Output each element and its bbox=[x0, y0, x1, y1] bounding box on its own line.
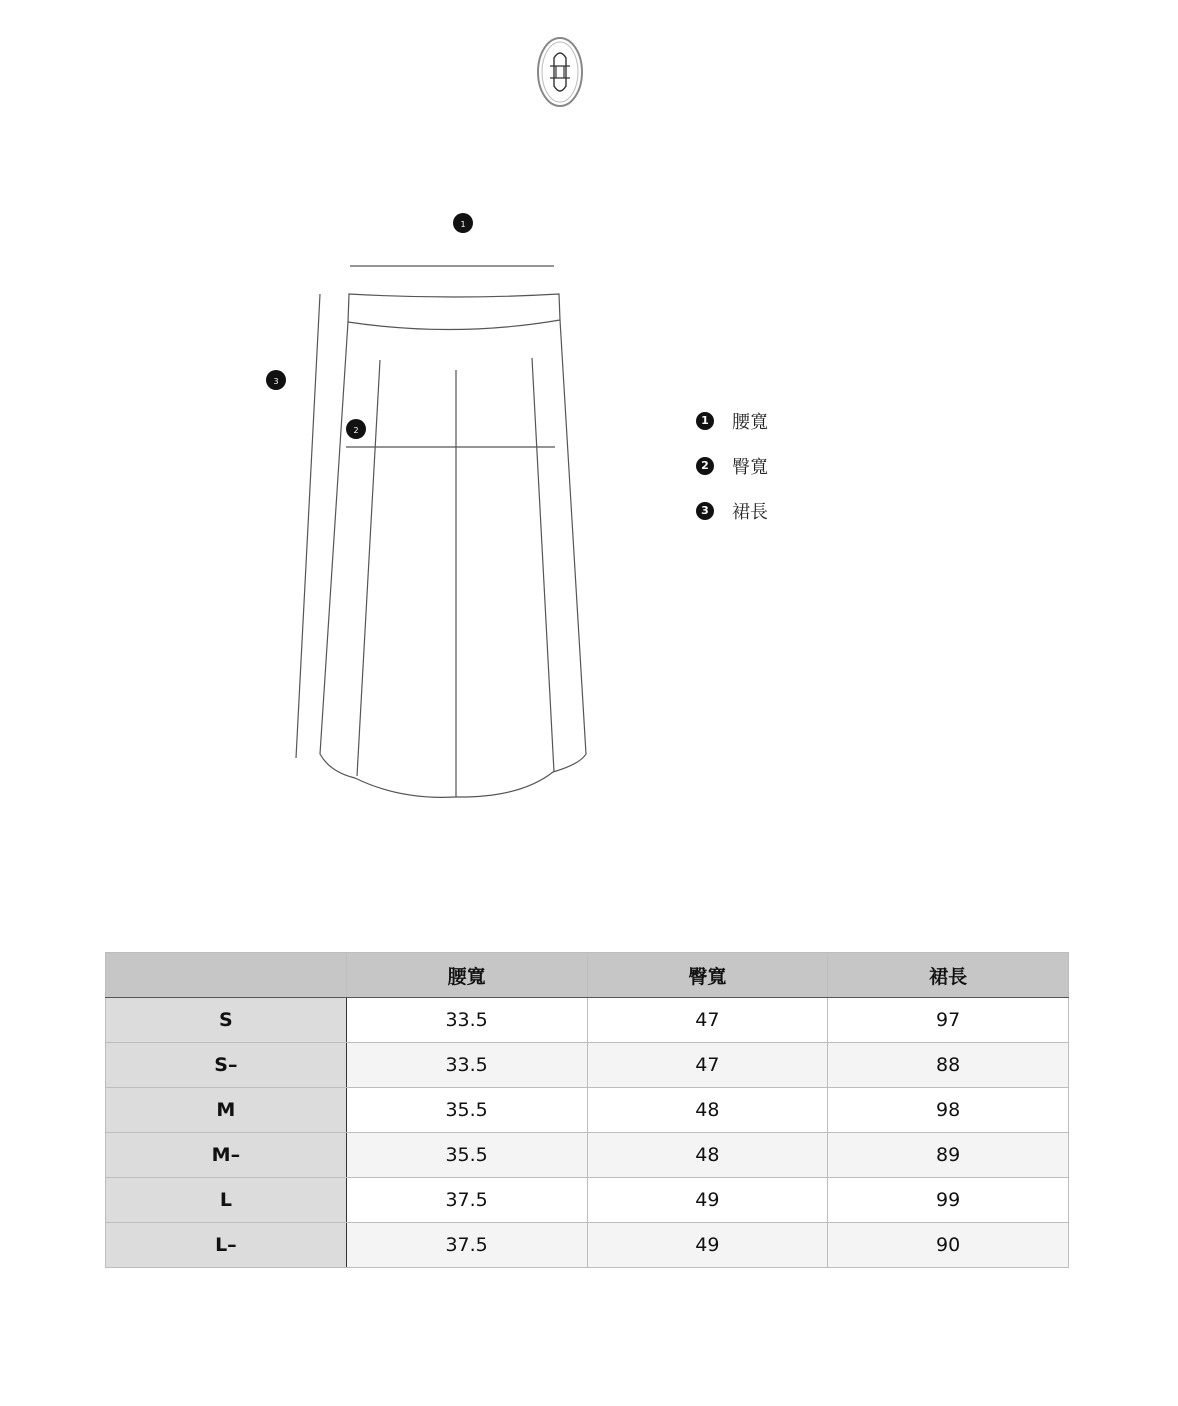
length-cell: 98 bbox=[828, 1088, 1069, 1133]
header-corner bbox=[106, 953, 347, 998]
header-waist: 腰寬 bbox=[346, 953, 587, 998]
size-cell: L bbox=[106, 1178, 347, 1223]
marker-3 bbox=[266, 370, 286, 390]
svg-text:1: 1 bbox=[460, 220, 466, 229]
waist-cell: 37.5 bbox=[346, 1178, 587, 1223]
length-cell: 88 bbox=[828, 1043, 1069, 1088]
waistband bbox=[348, 294, 560, 330]
legend-label: 臀寬 bbox=[732, 456, 768, 478]
table-row bbox=[106, 1043, 1069, 1088]
length-cell: 90 bbox=[828, 1223, 1069, 1268]
table-row bbox=[106, 998, 1069, 1043]
hip-cell: 49 bbox=[587, 1223, 828, 1268]
marker-2 bbox=[346, 419, 366, 439]
hip-cell: 49 bbox=[587, 1178, 828, 1223]
size-cell: M bbox=[106, 1088, 347, 1133]
waist-cell: 37.5 bbox=[346, 1223, 587, 1268]
measurement-legend bbox=[696, 398, 768, 533]
legend-label: 腰寬 bbox=[732, 411, 768, 433]
table-row bbox=[106, 1223, 1069, 1268]
hip-cell: 48 bbox=[587, 1088, 828, 1133]
table-header-row bbox=[106, 953, 1069, 998]
legend-item-waist bbox=[696, 398, 768, 443]
marker-1 bbox=[453, 213, 473, 233]
legend-item-length bbox=[696, 488, 768, 533]
table-row bbox=[106, 1133, 1069, 1178]
svg-text:2: 2 bbox=[353, 426, 359, 435]
hip-cell: 47 bbox=[587, 1043, 828, 1088]
table-row bbox=[106, 1088, 1069, 1133]
size-cell: M– bbox=[106, 1133, 347, 1178]
svg-text:3: 3 bbox=[273, 377, 279, 386]
waist-cell: 35.5 bbox=[346, 1133, 587, 1178]
waist-cell: 33.5 bbox=[346, 1043, 587, 1088]
table-row bbox=[106, 1178, 1069, 1223]
length-cell: 97 bbox=[828, 998, 1069, 1043]
legend-number: 3 bbox=[696, 502, 714, 520]
hip-cell: 47 bbox=[587, 998, 828, 1043]
length-cell: 89 bbox=[828, 1133, 1069, 1178]
header-hip: 臀寬 bbox=[587, 953, 828, 998]
hip-cell: 48 bbox=[587, 1133, 828, 1178]
header-length: 裙長 bbox=[828, 953, 1069, 998]
length-cell: 99 bbox=[828, 1178, 1069, 1223]
size-cell: S– bbox=[106, 1043, 347, 1088]
pleat-line-right bbox=[532, 358, 554, 772]
legend-number: 2 bbox=[696, 457, 714, 475]
length-measure-line bbox=[296, 294, 320, 758]
legend-number: 1 bbox=[696, 412, 714, 430]
legend-item-hip bbox=[696, 443, 768, 488]
size-cell: L– bbox=[106, 1223, 347, 1268]
size-chart-table bbox=[105, 952, 1069, 1268]
waist-cell: 35.5 bbox=[346, 1088, 587, 1133]
legend-label: 裙長 bbox=[732, 501, 768, 523]
size-cell: S bbox=[106, 998, 347, 1043]
waist-cell: 33.5 bbox=[346, 998, 587, 1043]
